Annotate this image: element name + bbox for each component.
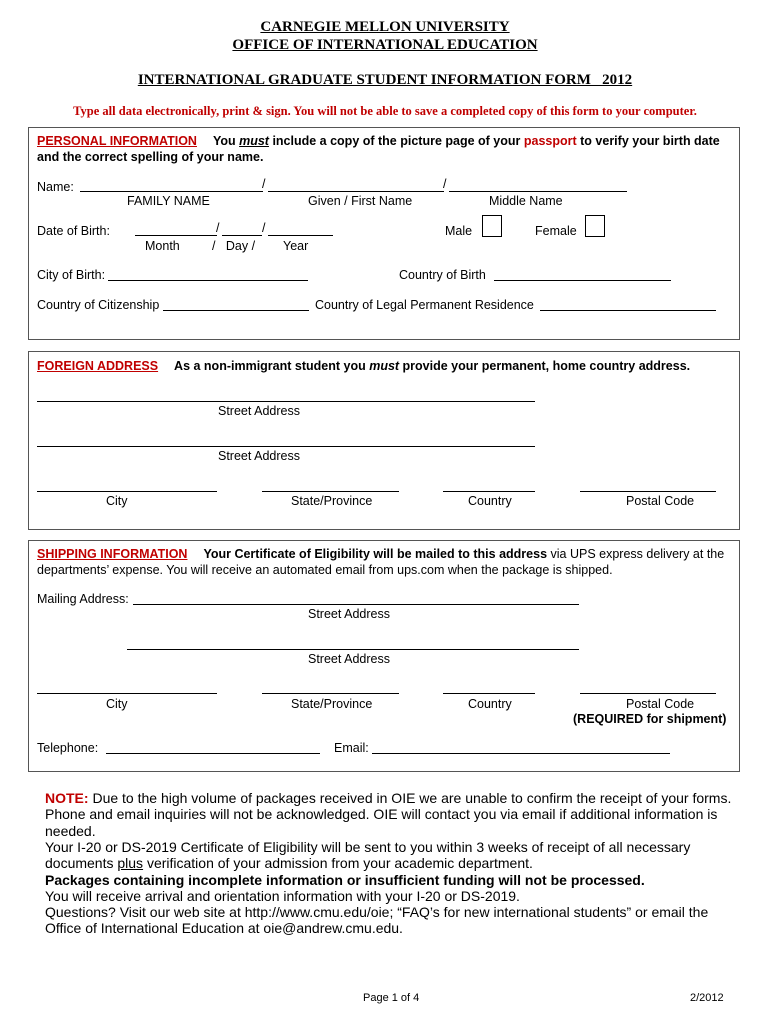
shipping-heading: SHIPPING INFORMATION bbox=[37, 547, 188, 561]
given-name-field[interactable] bbox=[268, 191, 444, 192]
foreign-state-field[interactable] bbox=[262, 491, 399, 492]
telephone-label: Telephone: bbox=[37, 741, 99, 755]
postal-required-note: (REQUIRED for shipment) bbox=[573, 712, 727, 726]
day-label: / Day / bbox=[212, 239, 256, 253]
personal-heading: PERSONAL INFORMATION bbox=[37, 134, 197, 148]
office-title: OFFICE OF INTERNATIONAL EDUCATION bbox=[232, 37, 538, 53]
note-paragraph-1: NOTE: Due to the high volume of packages received in OIE we are unable to confirm the receipt of your forms. Phone and email inquiries will not be acknowledged. OIE will contact you via email if additional information is needed. bbox=[45, 790, 732, 839]
middle-name-label: Middle Name bbox=[489, 194, 563, 208]
foreign-postal-field[interactable] bbox=[580, 491, 716, 492]
citizenship-field[interactable] bbox=[163, 310, 309, 311]
note-label: NOTE: bbox=[45, 790, 89, 806]
foreign-country-field[interactable] bbox=[443, 491, 535, 492]
mailing-street2-field[interactable] bbox=[127, 649, 579, 650]
mailing-country-field[interactable] bbox=[443, 693, 535, 694]
mailing-street1-label: Street Address bbox=[308, 607, 390, 621]
permanent-residence-field[interactable] bbox=[540, 310, 716, 311]
foreign-street1-field[interactable] bbox=[37, 401, 535, 402]
mailing-country-label: Country bbox=[468, 697, 512, 711]
city-of-birth-field[interactable] bbox=[108, 280, 308, 281]
female-label: Female bbox=[535, 224, 577, 238]
foreign-country-label: Country bbox=[468, 494, 512, 508]
email-label: Email: bbox=[334, 741, 369, 755]
form-title: INTERNATIONAL GRADUATE STUDENT INFORMATION FORM 2012 bbox=[137, 72, 633, 88]
male-checkbox[interactable] bbox=[482, 215, 502, 237]
city-of-birth-label: City of Birth: bbox=[37, 268, 106, 282]
foreign-intro: FOREIGN ADDRESS As a non-immigrant student you must provide your permanent, home country address. bbox=[37, 359, 691, 373]
foreign-street2-field[interactable] bbox=[37, 446, 535, 447]
note-paragraph-3: Packages containing incomplete information or insufficient funding will not be processed. bbox=[45, 872, 645, 888]
dob-year-field[interactable] bbox=[268, 235, 333, 236]
mailing-street2-label: Street Address bbox=[308, 652, 390, 666]
mailing-address-label: Mailing Address: bbox=[37, 592, 129, 606]
personal-intro: PERSONAL INFORMATION You must include a copy of the picture page of your passport to verify your birth date bbox=[37, 134, 720, 148]
name-label: Name: bbox=[37, 180, 74, 194]
country-of-birth-label: Country of Birth bbox=[399, 268, 486, 282]
foreign-state-label: State/Province bbox=[291, 494, 373, 508]
note-paragraph-5: Questions? Visit our web site at http://www.cmu.edu/oie; “FAQ’s for new international students” or email the Office of International Education at oie@andrew.cmu.edu. bbox=[45, 904, 709, 937]
foreign-postal-label: Postal Code bbox=[626, 494, 695, 508]
month-label: Month bbox=[145, 239, 180, 253]
mailing-street1-field[interactable] bbox=[133, 604, 579, 605]
email-field[interactable] bbox=[372, 753, 670, 754]
page-number: Page 1 of 4 bbox=[363, 992, 420, 1004]
instruction-text: Type all data electronically, print & sign. You will not be able to save a completed copy of this form to your computer. bbox=[73, 104, 697, 118]
family-name-label: FAMILY NAME bbox=[127, 194, 210, 208]
year-label: Year bbox=[283, 239, 309, 253]
university-title: CARNEGIE MELLON UNIVERSITY bbox=[260, 19, 510, 35]
middle-name-field[interactable] bbox=[449, 191, 627, 192]
dob-month-field[interactable] bbox=[135, 235, 217, 236]
personal-intro-line2: and the correct spelling of your name. bbox=[37, 150, 264, 164]
foreign-heading: FOREIGN ADDRESS bbox=[37, 359, 159, 373]
mailing-city-field[interactable] bbox=[37, 693, 217, 694]
dob-day-field[interactable] bbox=[222, 235, 262, 236]
foreign-city-field[interactable] bbox=[37, 491, 217, 492]
citizenship-label: Country of Citizenship bbox=[37, 298, 160, 312]
note-paragraph-4: You will receive arrival and orientation information with your I-20 or DS-2019. bbox=[45, 888, 520, 904]
country-of-birth-field[interactable] bbox=[494, 280, 671, 281]
mailing-postal-field[interactable] bbox=[580, 693, 716, 694]
footer-date: 2/2012 bbox=[690, 992, 724, 1004]
shipping-intro: SHIPPING INFORMATION Your Certificate of Eligibility will be mailed to this address via UPS express delivery at the bbox=[37, 547, 725, 561]
mailing-state-label: State/Province bbox=[291, 697, 373, 711]
permanent-residence-label: Country of Legal Permanent Residence bbox=[315, 298, 534, 312]
foreign-street2-label: Street Address bbox=[218, 449, 300, 463]
family-name-field[interactable] bbox=[80, 191, 263, 192]
note-paragraph-2: Your I-20 or DS-2019 Certificate of Eligibility will be sent to you within 3 weeks of receipt of all necessary documents plus verification of your admission from your academic department. bbox=[45, 839, 691, 872]
foreign-city-label: City bbox=[106, 494, 128, 508]
male-label: Male bbox=[445, 224, 473, 238]
given-name-label: Given / First Name bbox=[308, 194, 413, 208]
shipping-intro-line2: departments’ expense. You will receive an automated email from ups.com when the package is shipped. bbox=[37, 563, 613, 577]
dob-label: Date of Birth: bbox=[37, 224, 110, 238]
mailing-state-field[interactable] bbox=[262, 693, 399, 694]
mailing-city-label: City bbox=[106, 697, 128, 711]
telephone-field[interactable] bbox=[106, 753, 320, 754]
female-checkbox[interactable] bbox=[585, 215, 605, 237]
mailing-postal-label: Postal Code bbox=[626, 697, 695, 711]
foreign-street1-label: Street Address bbox=[218, 404, 300, 418]
